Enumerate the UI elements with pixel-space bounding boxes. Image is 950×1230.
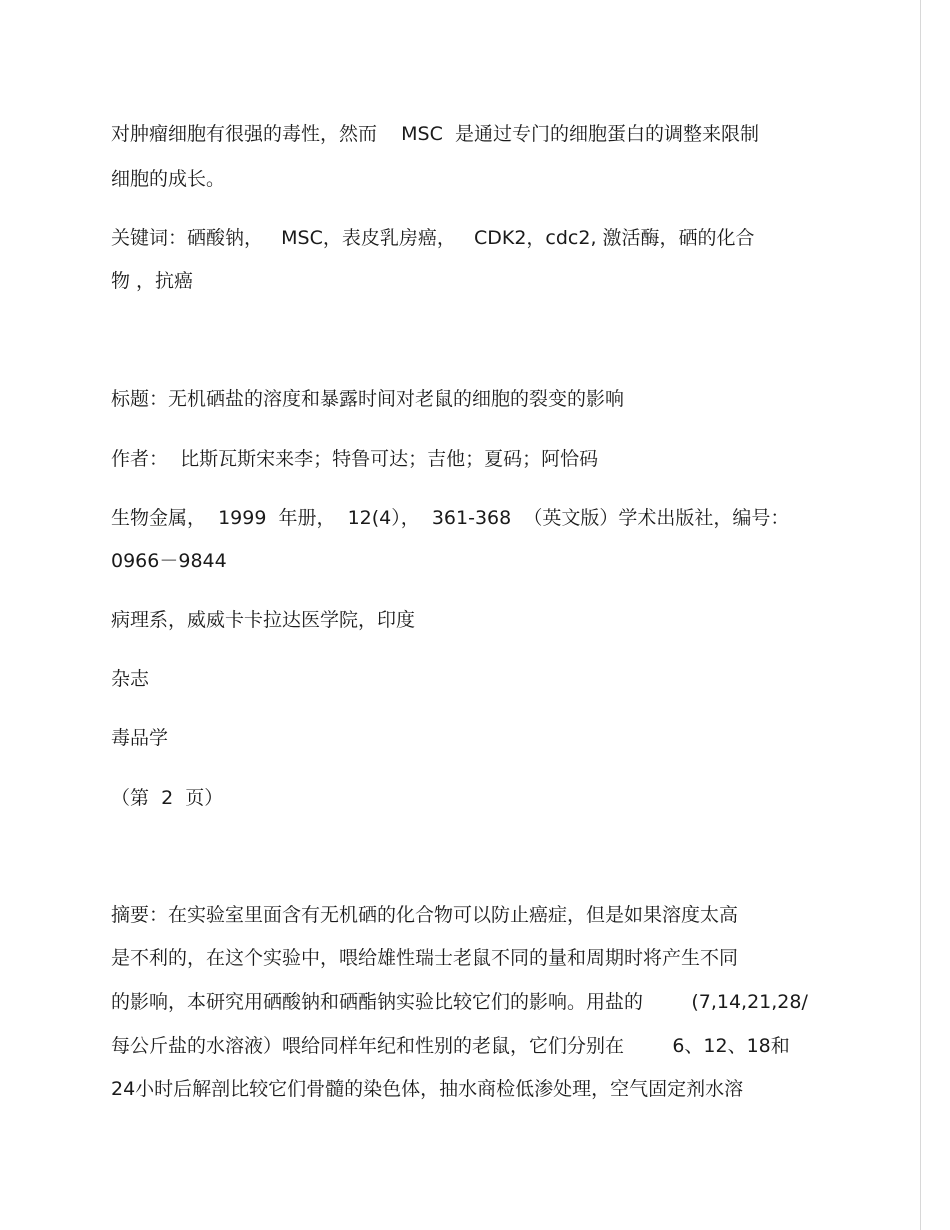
authors: 作者： 比斯瓦斯宋来李；特鲁可达；吉他；夏码；阿恰码 (111, 448, 599, 470)
abstract-line-1: 摘要：在实验室里面含有无机硒的化合物可以防止癌症，但是如果溶度太高 (111, 904, 739, 926)
abstract-line-5: 24小时后解剖比较它们骨髓的染色体，抽水商检低渗处理，空气固定剂水溶 (111, 1078, 744, 1100)
journal-name: 毒品学 (111, 727, 169, 749)
article-title: 标题：无机硒盐的溶度和暴露时间对老鼠的细胞的裂变的影响 (111, 388, 625, 410)
citation-line-2: 0966－9844 (111, 550, 227, 572)
abstract-line-2: 是不利的，在这个实验中，喂给雄性瑞士老鼠不同的量和周期时将产生不同 (111, 947, 739, 969)
keywords-line-1: 关键词：硒酸钠， MSC，表皮乳房癌， CDK2，cdc2, 激活酶，硒的化合 (111, 227, 755, 249)
page-marker: （第 2 页） (111, 787, 224, 809)
paragraph-line-2: 细胞的成长。 (111, 168, 226, 190)
citation-line-1: 生物金属， 1999 年册， 12(4）， 361-368 （英文版）学术出版社，编号： (111, 507, 790, 529)
journal-label: 杂志 (111, 668, 150, 690)
keywords-line-2: 物 ，抗癌 (111, 270, 194, 292)
paragraph-line-1: 对肿瘤细胞有很强的毒性，然而 MSC 是通过专门的细胞蛋白的调整来限制 (111, 123, 759, 145)
page-edge-divider (920, 0, 921, 1230)
abstract-line-3: 的影响，本研究用硒酸钠和硒酯钠实验比较它们的影响。用盐的 (7,14,21,28/ (111, 991, 808, 1013)
affiliation: 病理系，威威卡卡拉达医学院，印度 (111, 609, 416, 631)
abstract-line-4: 每公斤盐的水溶液）喂给同样年纪和性别的老鼠，它们分别在 6、12、18和 (111, 1035, 790, 1057)
